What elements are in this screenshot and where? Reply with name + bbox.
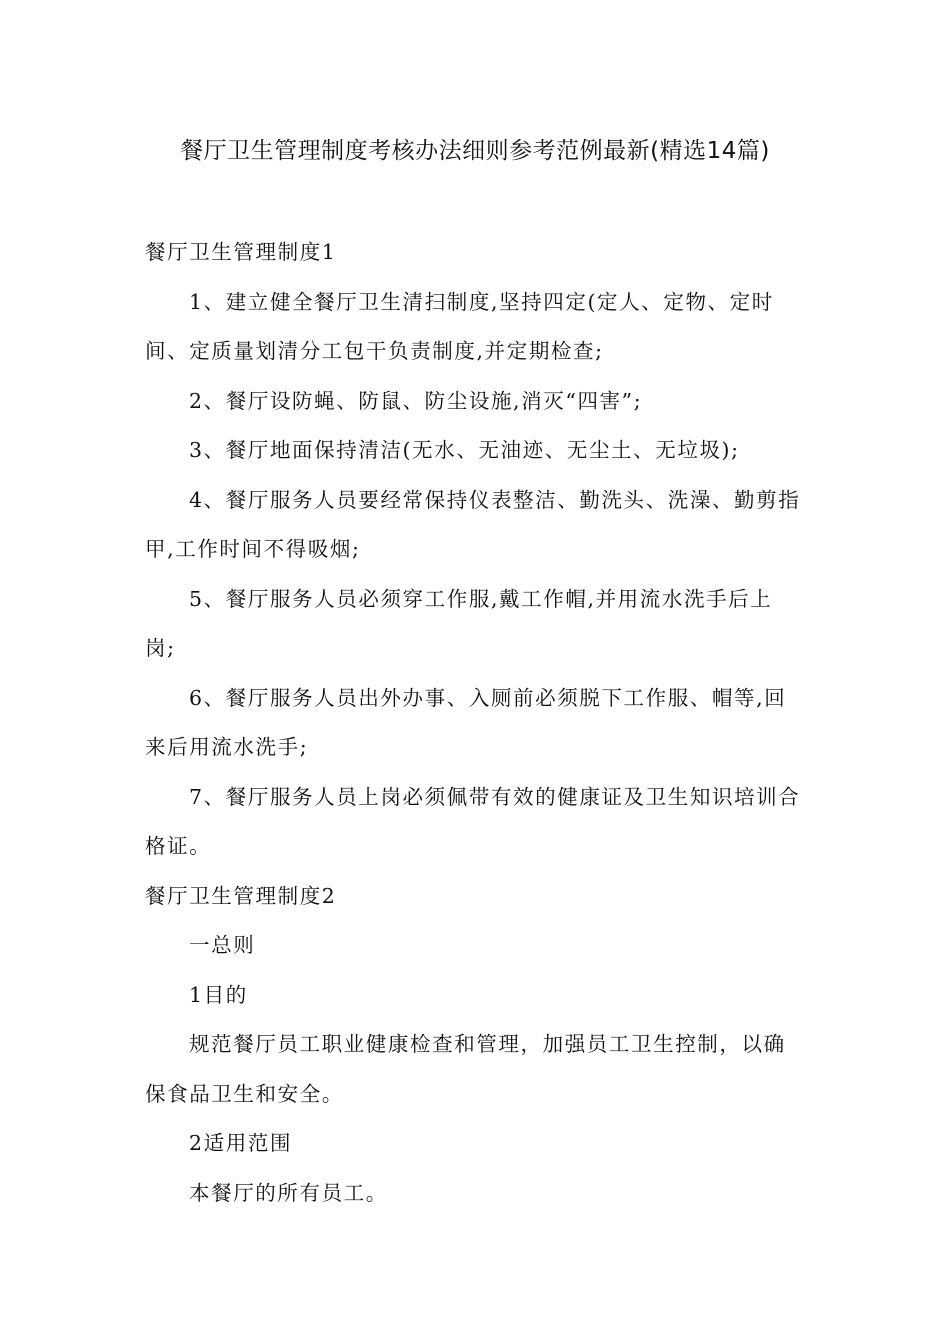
subsection-heading: 1目的 (189, 982, 248, 1007)
paragraph-line: 7、餐厅服务人员上岗必须佩带有效的健康证及卫生知识培训合 (189, 784, 801, 809)
paragraph-line: 3、餐厅地面保持清洁(无水、无油迹、无尘土、无垃圾); (189, 438, 740, 462)
paragraph-line: 1、建立健全餐厅卫生清扫制度,坚持四定(定人、定物、定时 (189, 289, 774, 314)
paragraph-line: 来后用流水洗手; (145, 735, 309, 759)
paragraph-line: 5、餐厅服务人员必须穿工作服,戴工作帽,并用流水洗手后上 (189, 586, 773, 611)
subsection-heading: 一总则 (189, 933, 256, 957)
paragraph-line: 间、定质量划清分工包干负责制度,并定期检查; (145, 339, 604, 363)
paragraph-line: 保食品卫生和安全。 (145, 1081, 344, 1106)
paragraph-line: 规范餐厅员工职业健康检查和管理，加强员工卫生控制，以确 (189, 1032, 786, 1056)
paragraph-line: 2、餐厅设防蝇、防鼠、防尘设施,消灭“四害”; (189, 388, 643, 413)
paragraph-line: 6、餐厅服务人员出外办事、入厕前必须脱下工作服、帽等,回 (189, 685, 787, 710)
paragraph-line: 4、餐厅服务人员要经常保持仪表整洁、勤洗头、洗澡、勤剪指 (189, 487, 801, 512)
subsection-heading: 2适用范围 (189, 1131, 293, 1155)
paragraph-line: 甲,工作时间不得吸烟; (145, 537, 361, 561)
paragraph-line: 本餐厅的所有员工。 (189, 1180, 388, 1205)
paragraph-line: 岗; (145, 636, 176, 660)
document-title: 餐厅卫生管理制度考核办法细则参考范例最新(精选14篇) (180, 138, 770, 164)
document-body (145, 232, 807, 1222)
section-heading: 餐厅卫生管理制度1 (145, 240, 337, 264)
section-heading: 餐厅卫生管理制度2 (145, 883, 337, 908)
paragraph-line: 格证。 (145, 834, 212, 858)
